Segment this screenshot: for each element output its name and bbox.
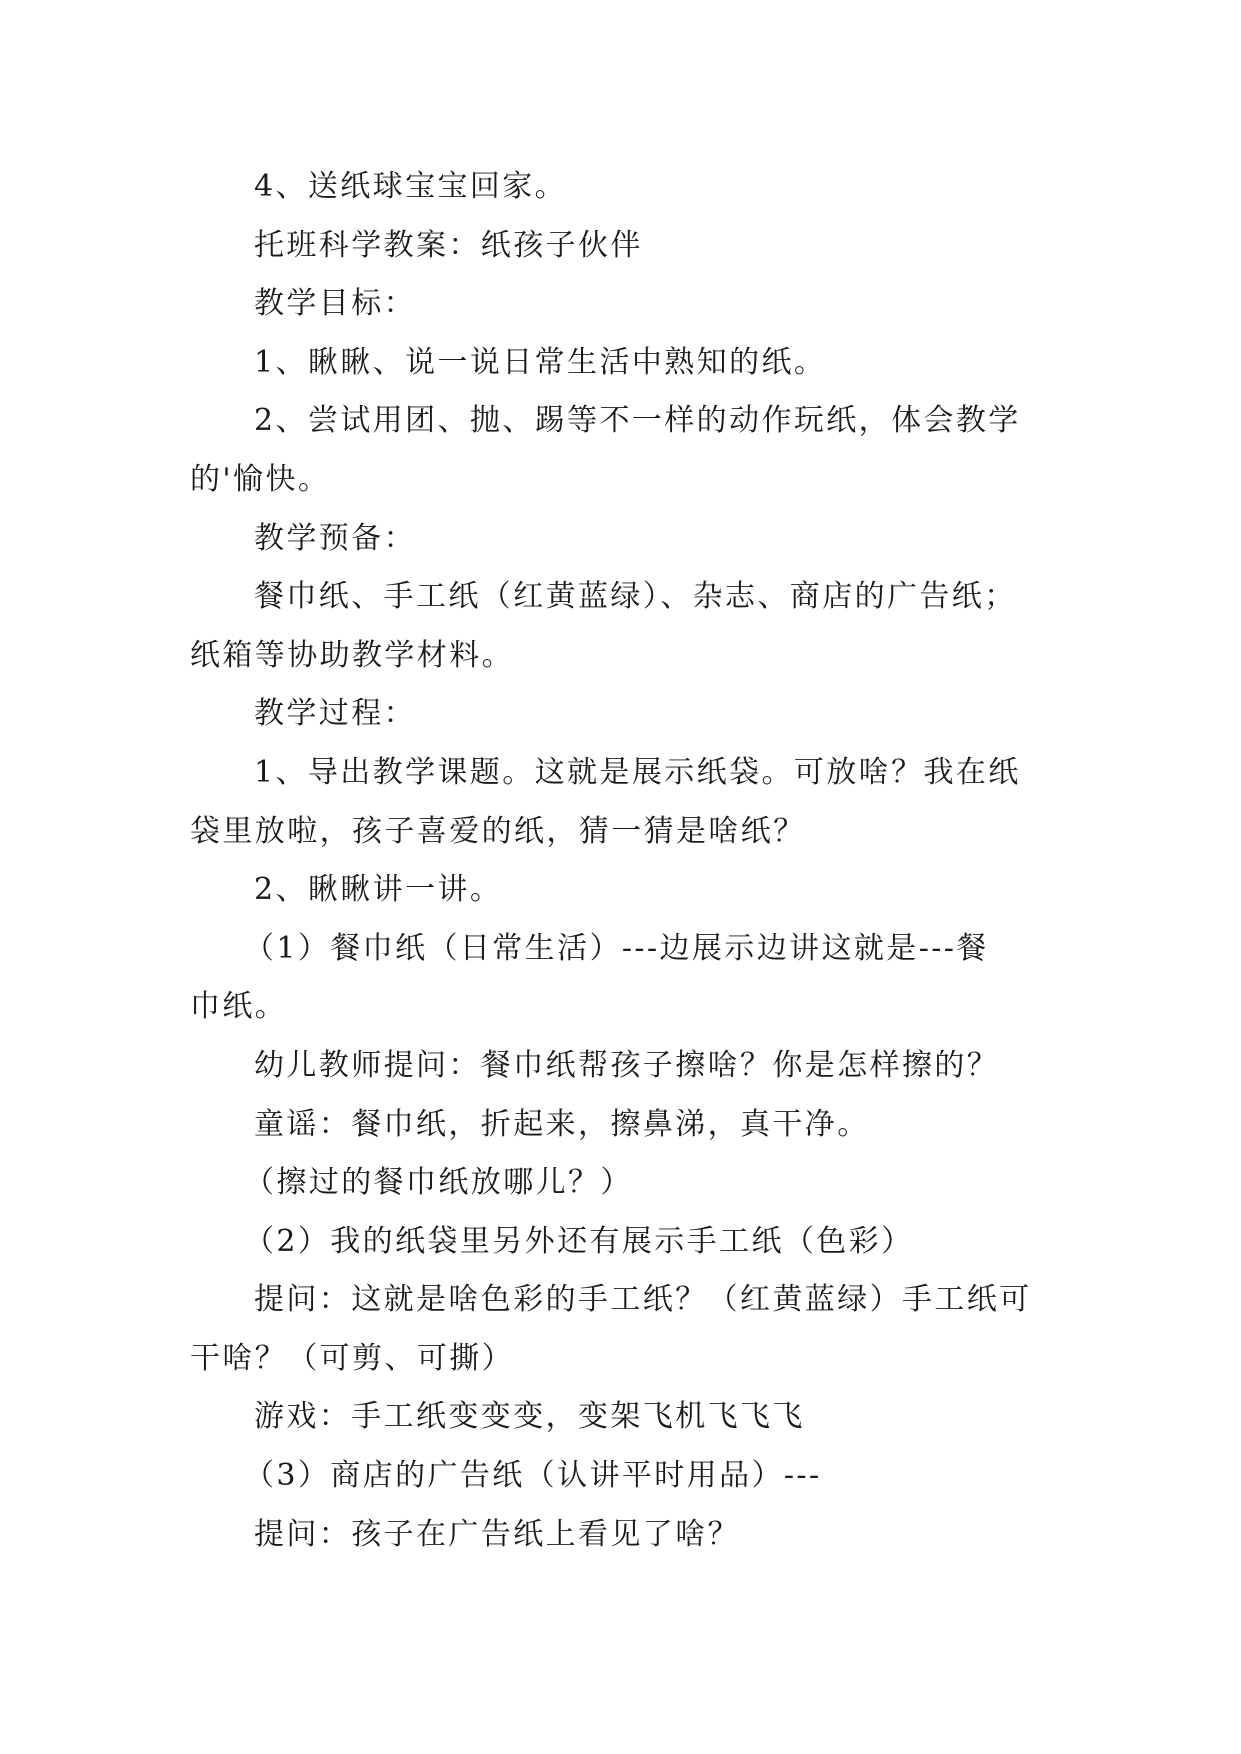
text-line: 纸箱等协助教学材料。 (190, 637, 514, 673)
text-line: 2、尝试用团、抛、踢等不一样的动作玩纸，体会教学 (254, 403, 1021, 439)
text-line: 童谣：餐巾纸，折起来，擦鼻涕，真干净。 (254, 1106, 870, 1142)
text-line: 托班科学教案：纸孩子伙伴 (254, 227, 643, 263)
text-line: 提问：孩子在广告纸上看见了啥？ (254, 1516, 740, 1552)
text-line: 餐巾纸、手工纸（红黄蓝绿）、杂志、商店的广告纸； (254, 579, 1017, 615)
text-line: 提问：这就是啥色彩的手工纸？（红黄蓝绿）手工纸可 (254, 1282, 1032, 1318)
text-line: （1）餐巾纸（日常生活）---边展示边讲这就是---餐 (244, 930, 989, 966)
text-line: 干啥？（可剪、可撕） (190, 1340, 514, 1376)
text-line: 教学目标： (254, 286, 416, 322)
text-line: （2）我的纸袋里另外还有展示手工纸（色彩） (244, 1223, 914, 1259)
text-line: （3）商店的广告纸（认讲平时用品）--- (244, 1458, 822, 1494)
text-line: 袋里放啦，孩子喜爱的纸，猜一猜是啥纸？ (190, 813, 806, 849)
text-line: 的'愉快。 (190, 461, 331, 497)
text-line: 幼儿教师提问：餐巾纸帮孩子擦啥？你是怎样擦的？ (254, 1047, 1000, 1083)
text-line: 1、瞅瞅、说一说日常生活中熟知的纸。 (254, 344, 827, 380)
text-line: 2、瞅瞅讲一讲。 (254, 872, 503, 908)
text-line: 教学过程： (254, 696, 416, 732)
text-line: 游戏：手工纸变变变，变架飞机飞飞飞 (254, 1399, 805, 1435)
text-line: 1、导出教学课题。这就是展示纸袋。可放啥？我在纸 (254, 754, 1021, 790)
text-line: 4、送纸球宝宝回家。 (254, 169, 568, 204)
document-page (190, 158, 1070, 1564)
text-line: 巾纸。 (190, 989, 288, 1025)
text-line: （擦过的餐巾纸放哪儿？） (244, 1165, 633, 1201)
text-line: 教学预备： (254, 520, 416, 556)
